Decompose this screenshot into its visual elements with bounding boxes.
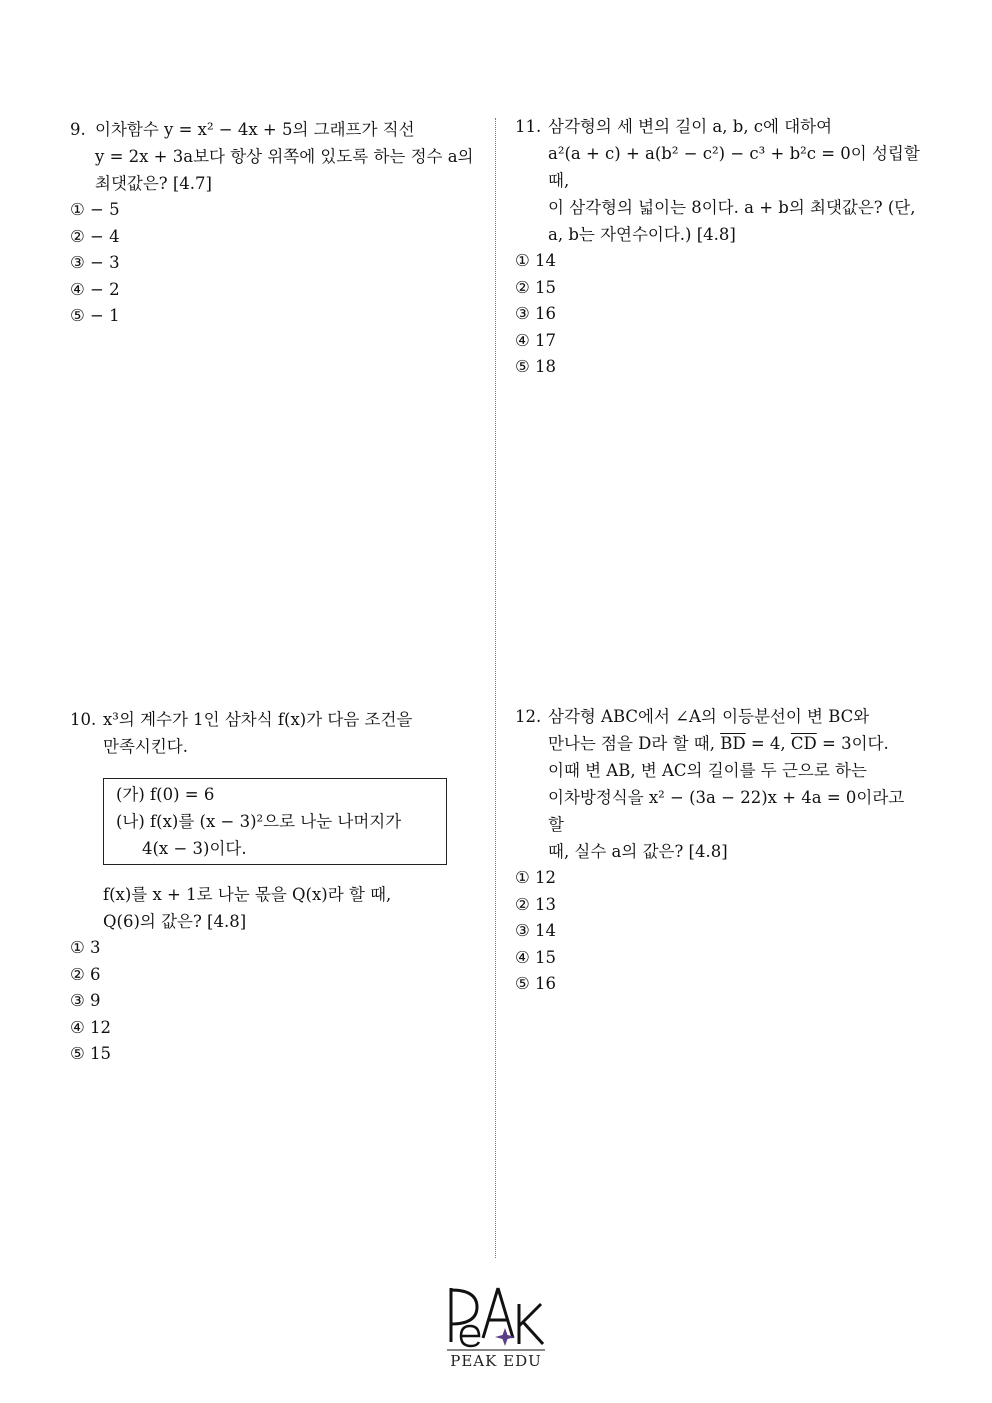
answer-option-4[interactable]: ④ 17 <box>515 330 557 350</box>
answer-option-1[interactable]: ① 14 <box>515 251 557 270</box>
answer-options <box>70 935 480 1068</box>
answer-option-3[interactable]: ③ 9 <box>70 991 101 1011</box>
question-text-line: 이차함수 y = x² − 4x + 5의 그래프가 직선 <box>95 120 415 139</box>
question-9 <box>70 116 480 330</box>
text-segment: = 4, <box>745 734 791 753</box>
segment-bd: $\overline{BD}$ <box>720 734 746 753</box>
answer-options <box>70 197 480 330</box>
condition-ga: (가) f(0) = 6 <box>116 785 215 804</box>
answer-options <box>515 248 925 381</box>
condition-na-continued: 4(x − 3)이다. <box>142 839 247 858</box>
answer-option-4[interactable]: ④ 12 <box>70 1017 112 1037</box>
answer-option-3[interactable]: ③ − 3 <box>70 253 120 273</box>
question-text-line: 삼각형 ABC에서 ∠A의 이등분선이 변 BC와 <box>548 707 870 726</box>
answer-options <box>515 865 925 998</box>
question-number: 12. <box>515 707 542 726</box>
answer-option-4[interactable]: ④ 15 <box>515 947 557 967</box>
answer-option-2[interactable]: ② − 4 <box>70 226 120 246</box>
answer-option-2[interactable]: ② 15 <box>515 277 557 297</box>
answer-option-5[interactable]: ⑤ 16 <box>515 974 557 994</box>
question-number: 10. <box>70 710 97 729</box>
answer-option-1[interactable]: ① − 5 <box>70 200 120 219</box>
text-segment: = 3이다. <box>816 734 889 753</box>
answer-option-2[interactable]: ② 13 <box>515 894 557 914</box>
question-text-line: y = 2x + 3a보다 항상 위쪽에 있도록 하는 정수 a의 <box>95 147 474 166</box>
text-segment: 만나는 점을 D라 할 때, <box>548 734 721 753</box>
answer-option-5[interactable]: ⑤ − 1 <box>70 306 120 326</box>
answer-option-1[interactable]: ① 12 <box>515 868 557 887</box>
question-text-line: x³의 계수가 1인 삼차식 f(x)가 다음 조건을 <box>103 710 413 729</box>
brand-name: PEAK EDU <box>450 1352 542 1370</box>
question-number: 11. <box>515 117 542 136</box>
question-text-line: Q(6)의 값은? [4.8] <box>103 912 247 931</box>
question-text-line: a, b는 자연수이다.) [4.8] <box>548 225 736 244</box>
condition-na: (나) f(x)를 (x − 3)²으로 나눈 나머지가 <box>116 812 402 831</box>
column-divider <box>495 118 496 1258</box>
question-text-line: 이 삼각형의 넓이는 8이다. a + b의 최댓값은? (단, <box>548 198 916 217</box>
question-text-line: 삼각형의 세 변의 길이 a, b, c에 대하여 <box>548 117 833 136</box>
question-text-line: 이차방정식을 x² − (3a − 22)x + 4a = 0이라고 할 <box>548 788 905 834</box>
question-text-line: 최댓값은? [4.7] <box>95 174 212 193</box>
answer-option-4[interactable]: ④ − 2 <box>70 279 120 299</box>
question-text-line: 이때 변 AB, 변 AC의 길이를 두 근으로 하는 <box>548 761 867 780</box>
question-text-line: 만족시킨다. <box>103 737 188 756</box>
question-text-line <box>548 730 925 757</box>
question-10 <box>70 706 480 1068</box>
answer-option-5[interactable]: ⑤ 15 <box>70 1044 112 1064</box>
question-text-line: 때, 실수 a의 값은? [4.8] <box>548 842 728 861</box>
condition-box <box>103 778 447 865</box>
answer-option-3[interactable]: ③ 16 <box>515 304 557 324</box>
question-text-line: a²(a + c) + a(b² − c²) − c³ + b²c = 0이 성립할 때, <box>548 144 920 190</box>
question-11 <box>515 113 925 381</box>
question-text-line: f(x)를 x + 1로 나눈 몫을 Q(x)라 할 때, <box>103 885 392 904</box>
question-number: 9. <box>70 120 86 139</box>
answer-option-3[interactable]: ③ 14 <box>515 921 557 941</box>
segment-cd: $\overline{CD}$ <box>790 734 817 753</box>
answer-option-5[interactable]: ⑤ 18 <box>515 357 557 377</box>
answer-option-2[interactable]: ② 6 <box>70 964 101 984</box>
answer-option-1[interactable]: ① 3 <box>70 938 101 957</box>
question-12 <box>515 703 925 998</box>
